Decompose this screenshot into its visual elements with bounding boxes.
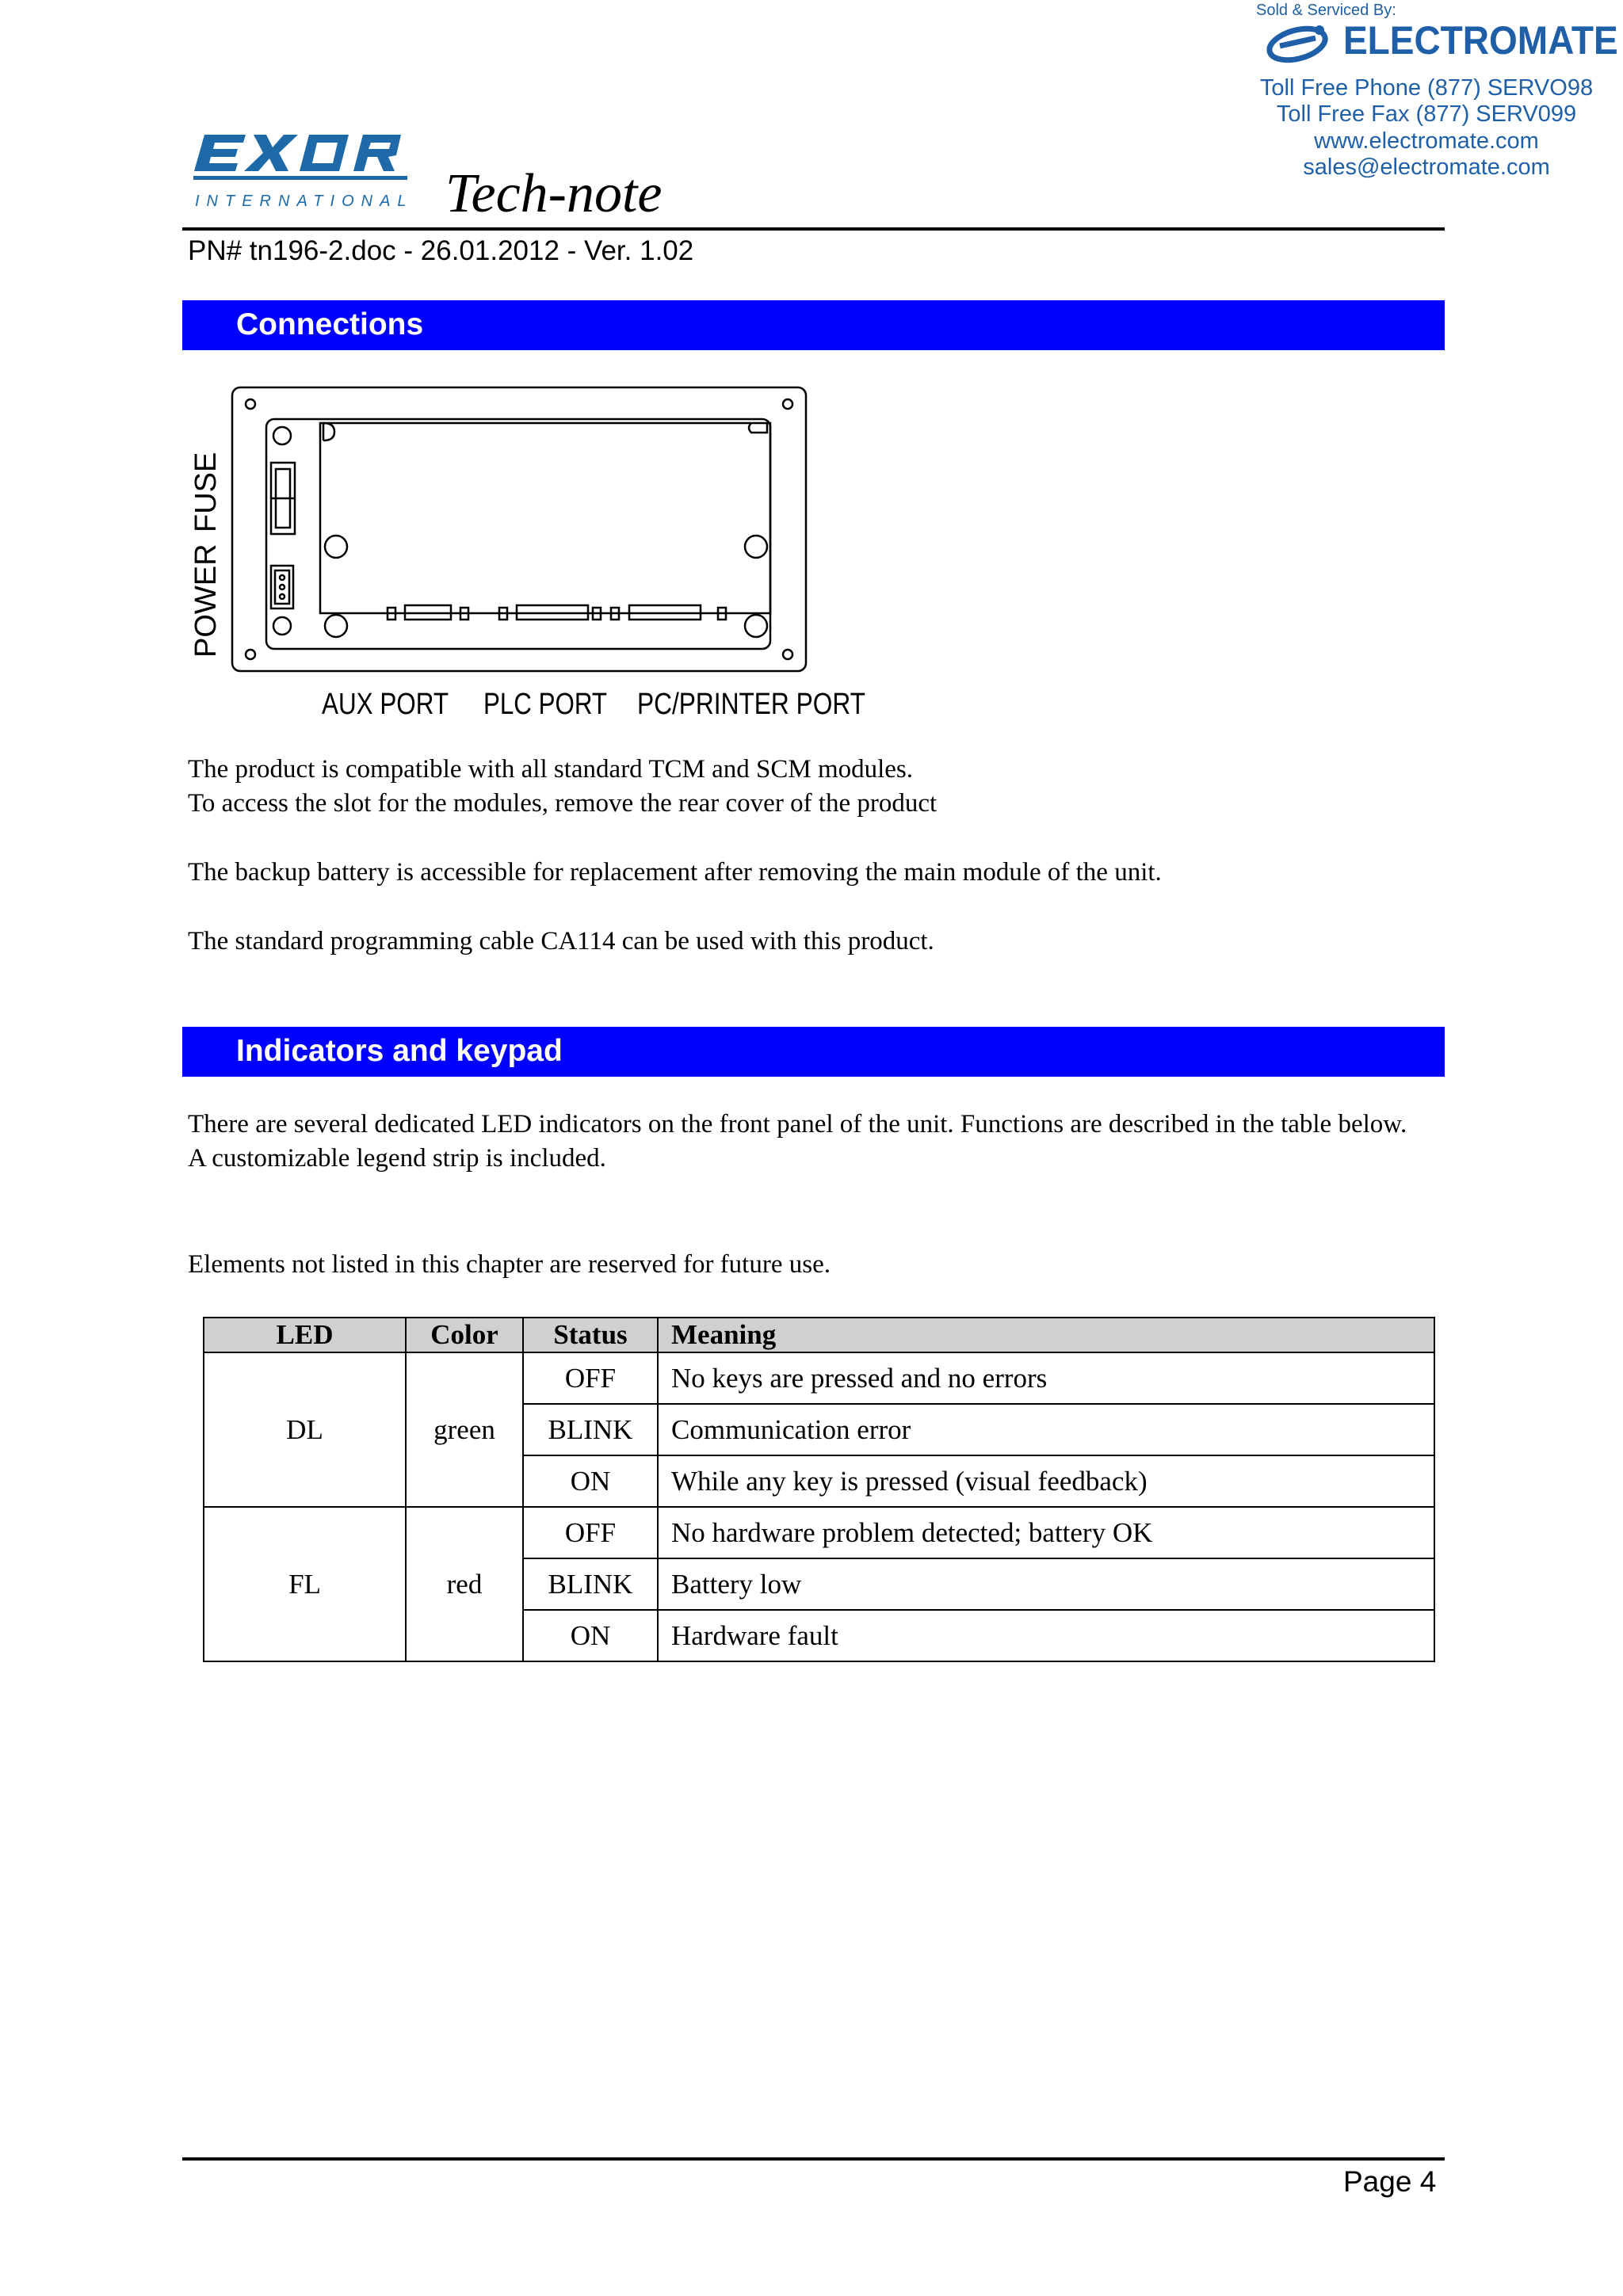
footer-rule [182,2157,1445,2161]
paragraph-cable: The standard programming cable CA114 can be used with this product. [188,927,934,955]
electromate-web-link[interactable]: www.electromate.com [1314,128,1539,154]
meaning-cell: Battery low [658,1558,1434,1610]
exor-logo [193,133,415,212]
paragraph-compatibility [188,753,1448,821]
led-name-cell: DL [204,1352,406,1507]
status-cell: OFF [523,1507,658,1558]
led-color-cell: red [406,1507,523,1661]
status-cell: ON [523,1610,658,1661]
label-pc-printer-port: PC/PRINTER PORT [637,688,865,721]
label-aux-port: AUX PORT [322,688,449,721]
sold-by-label: Sold & Serviced By: [1256,2,1396,19]
connections-diagram [187,383,884,724]
status-cell: OFF [523,1352,658,1404]
led-name-cell: FL [204,1507,406,1661]
part-number: PN# tn196-2.doc - 26.01.2012 - Ver. 1.02 [188,235,694,266]
paragraph-battery: The backup battery is accessible for replacement after removing the main module of the unit. [188,858,1162,887]
paragraph-line: A customizable legend strip is included. [188,1144,606,1173]
electromate-email-link[interactable]: sales@electromate.com [1303,154,1550,180]
meaning-cell: No keys are pressed and no errors [658,1352,1434,1404]
status-cell: BLINK [523,1558,658,1610]
led-color-cell: green [406,1352,523,1507]
status-cell: ON [523,1455,658,1507]
section-title: Indicators and keypad [236,1034,563,1068]
paragraph-line: To access the slot for the modules, remove the rear cover of the product [188,789,938,818]
meaning-cell: While any key is pressed (visual feedback) [658,1455,1434,1507]
column-header-led: LED [204,1318,406,1352]
column-header-color: Color [406,1318,523,1352]
section-indicators-bar [182,1027,1445,1077]
paragraph-line: There are several dedicated LED indicators on the front panel of the unit. Functions are described in the table below. [188,1110,1407,1138]
table-row [204,1507,1434,1558]
svg-text:INTERNATIONAL: INTERNATIONAL [195,193,414,210]
table-header-row [204,1318,1434,1352]
label-fuse: FUSE [189,452,223,532]
paragraph-line: The product is compatible with all standard TCM and SCM modules. [188,755,914,784]
label-plc-port: PLC PORT [483,688,607,721]
status-cell: BLINK [523,1404,658,1455]
section-connections-bar [182,300,1445,350]
column-header-meaning: Meaning [658,1318,1434,1352]
paragraph-reserved: Elements not listed in this chapter are reserved for future use. [188,1250,831,1279]
electromate-phone: Toll Free Phone (877) SERVO98 [1259,75,1594,101]
meaning-cell: No hardware problem detected; battery OK [658,1507,1434,1558]
header-rule [182,227,1445,231]
page-number: Page 4 [1343,2165,1437,2198]
doc-type-title: Tech-note [445,163,663,224]
electromate-name: ELECTROMATE [1343,18,1618,63]
led-table [203,1317,1435,1662]
electromate-fax: Toll Free Fax (877) SERV099 [1276,101,1577,127]
label-power: POWER [189,543,223,658]
meaning-cell: Communication error [658,1404,1434,1455]
paragraph-led-intro [188,1108,1448,1176]
table-row [204,1352,1434,1404]
meaning-cell: Hardware fault [658,1610,1434,1661]
section-title: Connections [236,307,424,341]
column-header-status: Status [523,1318,658,1352]
